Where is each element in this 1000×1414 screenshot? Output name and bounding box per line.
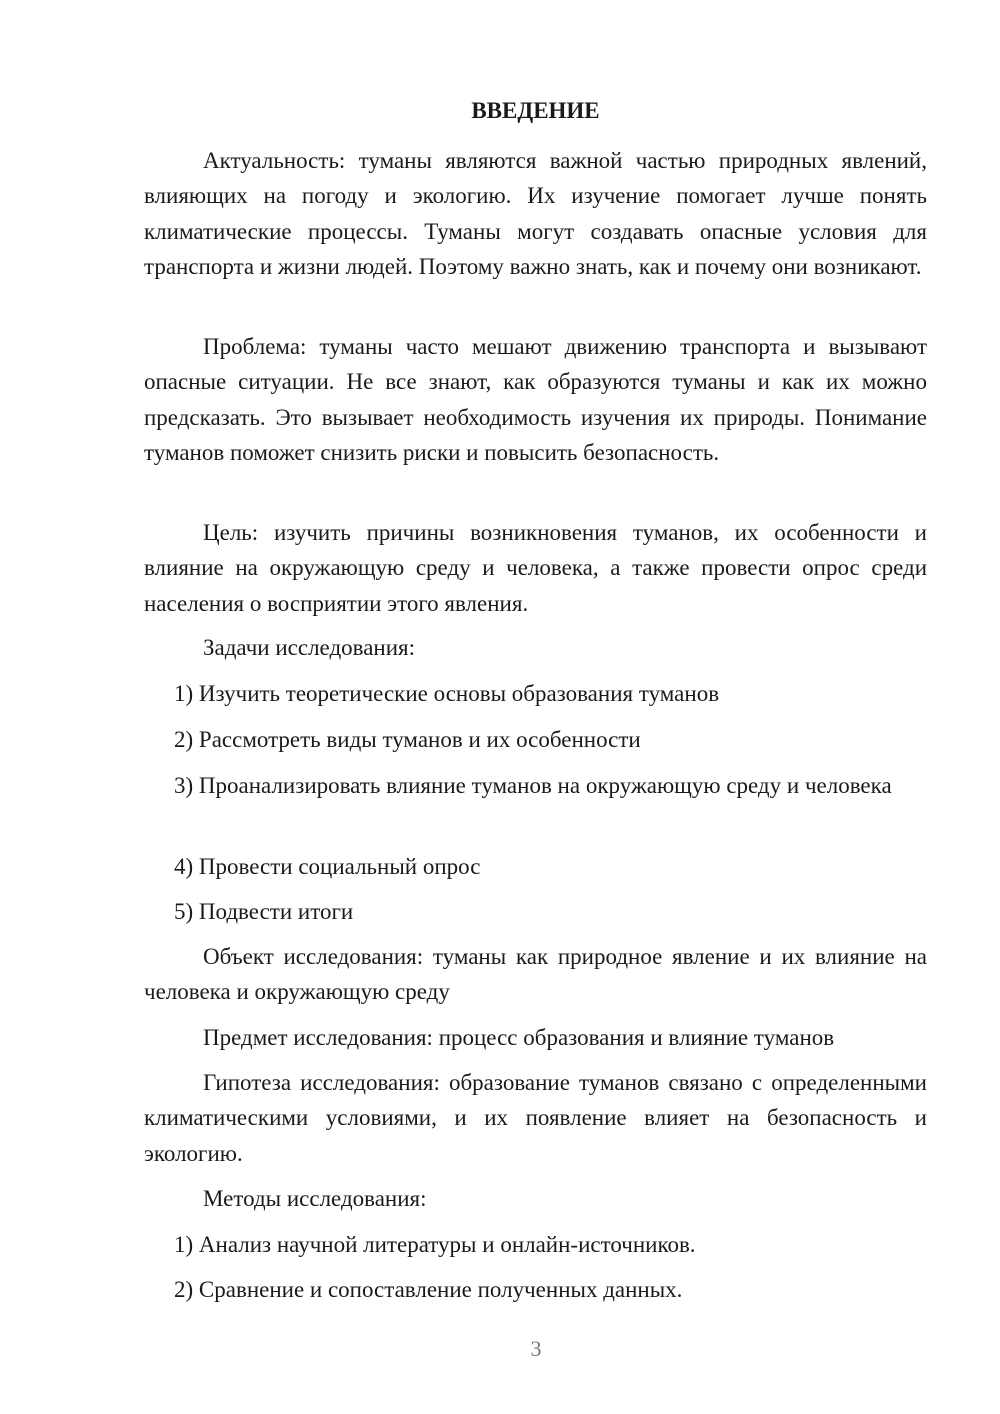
task-item-1: 1) Изучить теоретические основы образования туманов xyxy=(174,681,720,706)
method-item-2: 2) Сравнение и сопоставление полученных данных. xyxy=(174,1277,683,1302)
task-item-2: 2) Рассмотреть виды туманов и их особенности xyxy=(174,727,641,752)
tasks-heading: Задачи исследования: xyxy=(203,635,416,660)
task-item-5: 5) Подвести итоги xyxy=(174,899,354,924)
methods-heading: Методы исследования: xyxy=(203,1186,427,1211)
paragraph-hypothesis: Гипотеза исследования: образование туманов связано с определенными климатическими условиями, и их появление влияет на безопасность и экологию. xyxy=(144,1070,927,1166)
page-number: 3 xyxy=(530,1336,542,1361)
task-item-4: 4) Провести социальный опрос xyxy=(174,854,481,879)
page-title: ВВЕДЕНИЕ xyxy=(471,98,600,123)
paragraph-object: Объект исследования: туманы как природное явление и их влияние на человека и окружающую среду xyxy=(144,944,927,1005)
paragraph-problem: Проблема: туманы часто мешают движению транспорта и вызывают опасные ситуации. Не все знают, как образуются туманы и как их можно предсказать. Это вызывает необходимость изучения их природы. Понимание туманов поможет снизить риски и повысить безопасность. xyxy=(144,334,927,465)
paragraph-relevance: Актуальность: туманы являются важной частью природных явлений, влияющих на погоду и экологию. Их изучение помогает лучше понять климатические процессы. Туманы могут создавать опасные условия для транспорта и жизни людей. Поэтому важно знать, как и почему они возникают. xyxy=(144,148,927,279)
paragraph-subject: Предмет исследования: процесс образования и влияние туманов xyxy=(203,1025,835,1050)
task-item-3: 3) Проанализировать влияние туманов на окружающую среду и человека xyxy=(174,773,892,798)
method-item-1: 1) Анализ научной литературы и онлайн-источников. xyxy=(174,1232,696,1257)
paragraph-goal: Цель: изучить причины возникновения туманов, их особенности и влияние на окружающую среду и человека, а также провести опрос среди населения о восприятии этого явления. xyxy=(144,520,927,616)
